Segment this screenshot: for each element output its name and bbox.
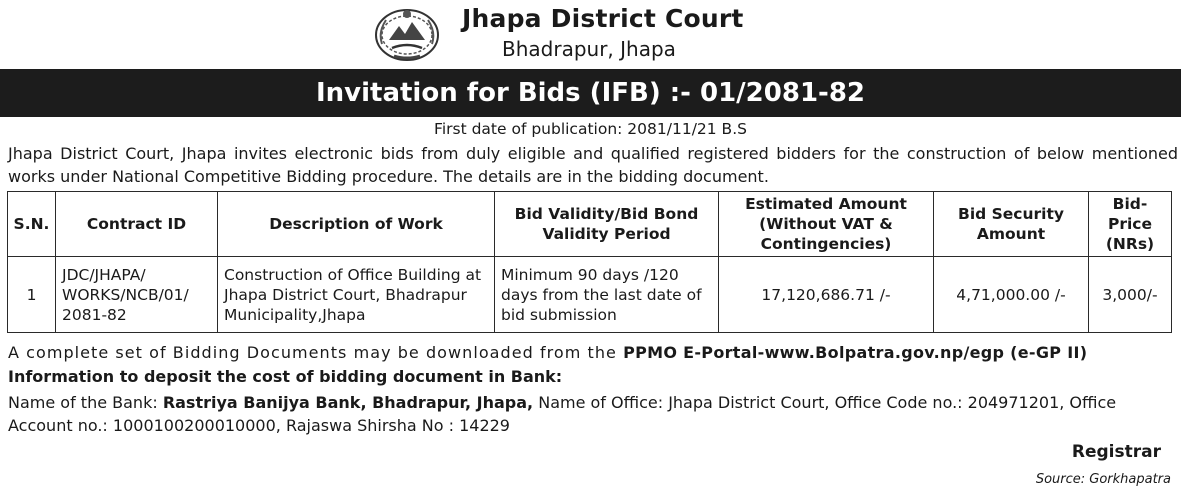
- download-info: [8, 343, 1178, 362]
- table-row: [8, 257, 1172, 333]
- header-sn: S.N.: [8, 192, 56, 257]
- account-info: Account no.: 1000100200010000, Rajaswa Shirsha No : 14229: [8, 416, 510, 435]
- publication-date: First date of publication: 2081/11/21 B.S: [434, 120, 747, 138]
- office-info: Name of Office: Jhapa District Court, Office Code no.: 204971201, Office: [538, 393, 1117, 412]
- download-text: A complete set of Bidding Documents may be downloaded from the: [8, 343, 617, 362]
- registrar-signature: Registrar: [1071, 442, 1161, 462]
- source-credit: Source: Gorkhapatra: [1035, 472, 1171, 487]
- header-contract-id: Contract ID: [56, 192, 218, 257]
- header-estimated-amount: Estimated Amount (Without VAT & Contingencies): [719, 192, 934, 257]
- ifb-title-banner: Invitation for Bids (IFB) :- 01/2081-82: [0, 69, 1181, 117]
- court-address: Bhadrapur, Jhapa: [502, 37, 676, 61]
- cell-validity: Minimum 90 days /120 days from the last date of bid submission: [495, 257, 719, 333]
- deposit-info-title: Information to deposit the cost of bidding document in Bank:: [8, 367, 563, 386]
- bank-info: [8, 393, 1116, 412]
- cell-bid-price: 3,000/-: [1089, 257, 1172, 333]
- nepal-emblem-icon: [372, 4, 442, 64]
- header-description: Description of Work: [218, 192, 495, 257]
- cell-bid-security: 4,71,000.00 /-: [934, 257, 1089, 333]
- header-bid-price: Bid-Price (NRs): [1089, 192, 1172, 257]
- table-header-row: [8, 192, 1172, 257]
- cell-sn: 1: [8, 257, 56, 333]
- bids-table: [7, 191, 1172, 333]
- ppmo-portal-link[interactable]: PPMO E-Portal-www.Bolpatra.gov.np/egp (e-GP II): [623, 343, 1088, 362]
- header-bid-security: Bid Security Amount: [934, 192, 1089, 257]
- cell-contract-id: JDC/JHAPA/ WORKS/NCB/01/ 2081-82: [56, 257, 218, 333]
- bank-label: Name of the Bank:: [8, 393, 158, 412]
- cell-estimated-amount: 17,120,686.71 /-: [719, 257, 934, 333]
- header-validity: Bid Validity/Bid Bond Validity Period: [495, 192, 719, 257]
- bank-name: Rastriya Banijya Bank, Bhadrapur, Jhapa,: [162, 393, 534, 412]
- notice-header: [0, 0, 1181, 68]
- court-name: Jhapa District Court: [462, 4, 744, 33]
- cell-description: Construction of Office Building at Jhapa District Court, Bhadrapur Municipality,Jhapa: [218, 257, 495, 333]
- intro-paragraph: Jhapa District Court, Jhapa invites electronic bids from duly eligible and qualified registered bidders for the construction of below mentioned works under National Competitive Bidding procedure. The details are in the bidding document.: [8, 144, 1178, 186]
